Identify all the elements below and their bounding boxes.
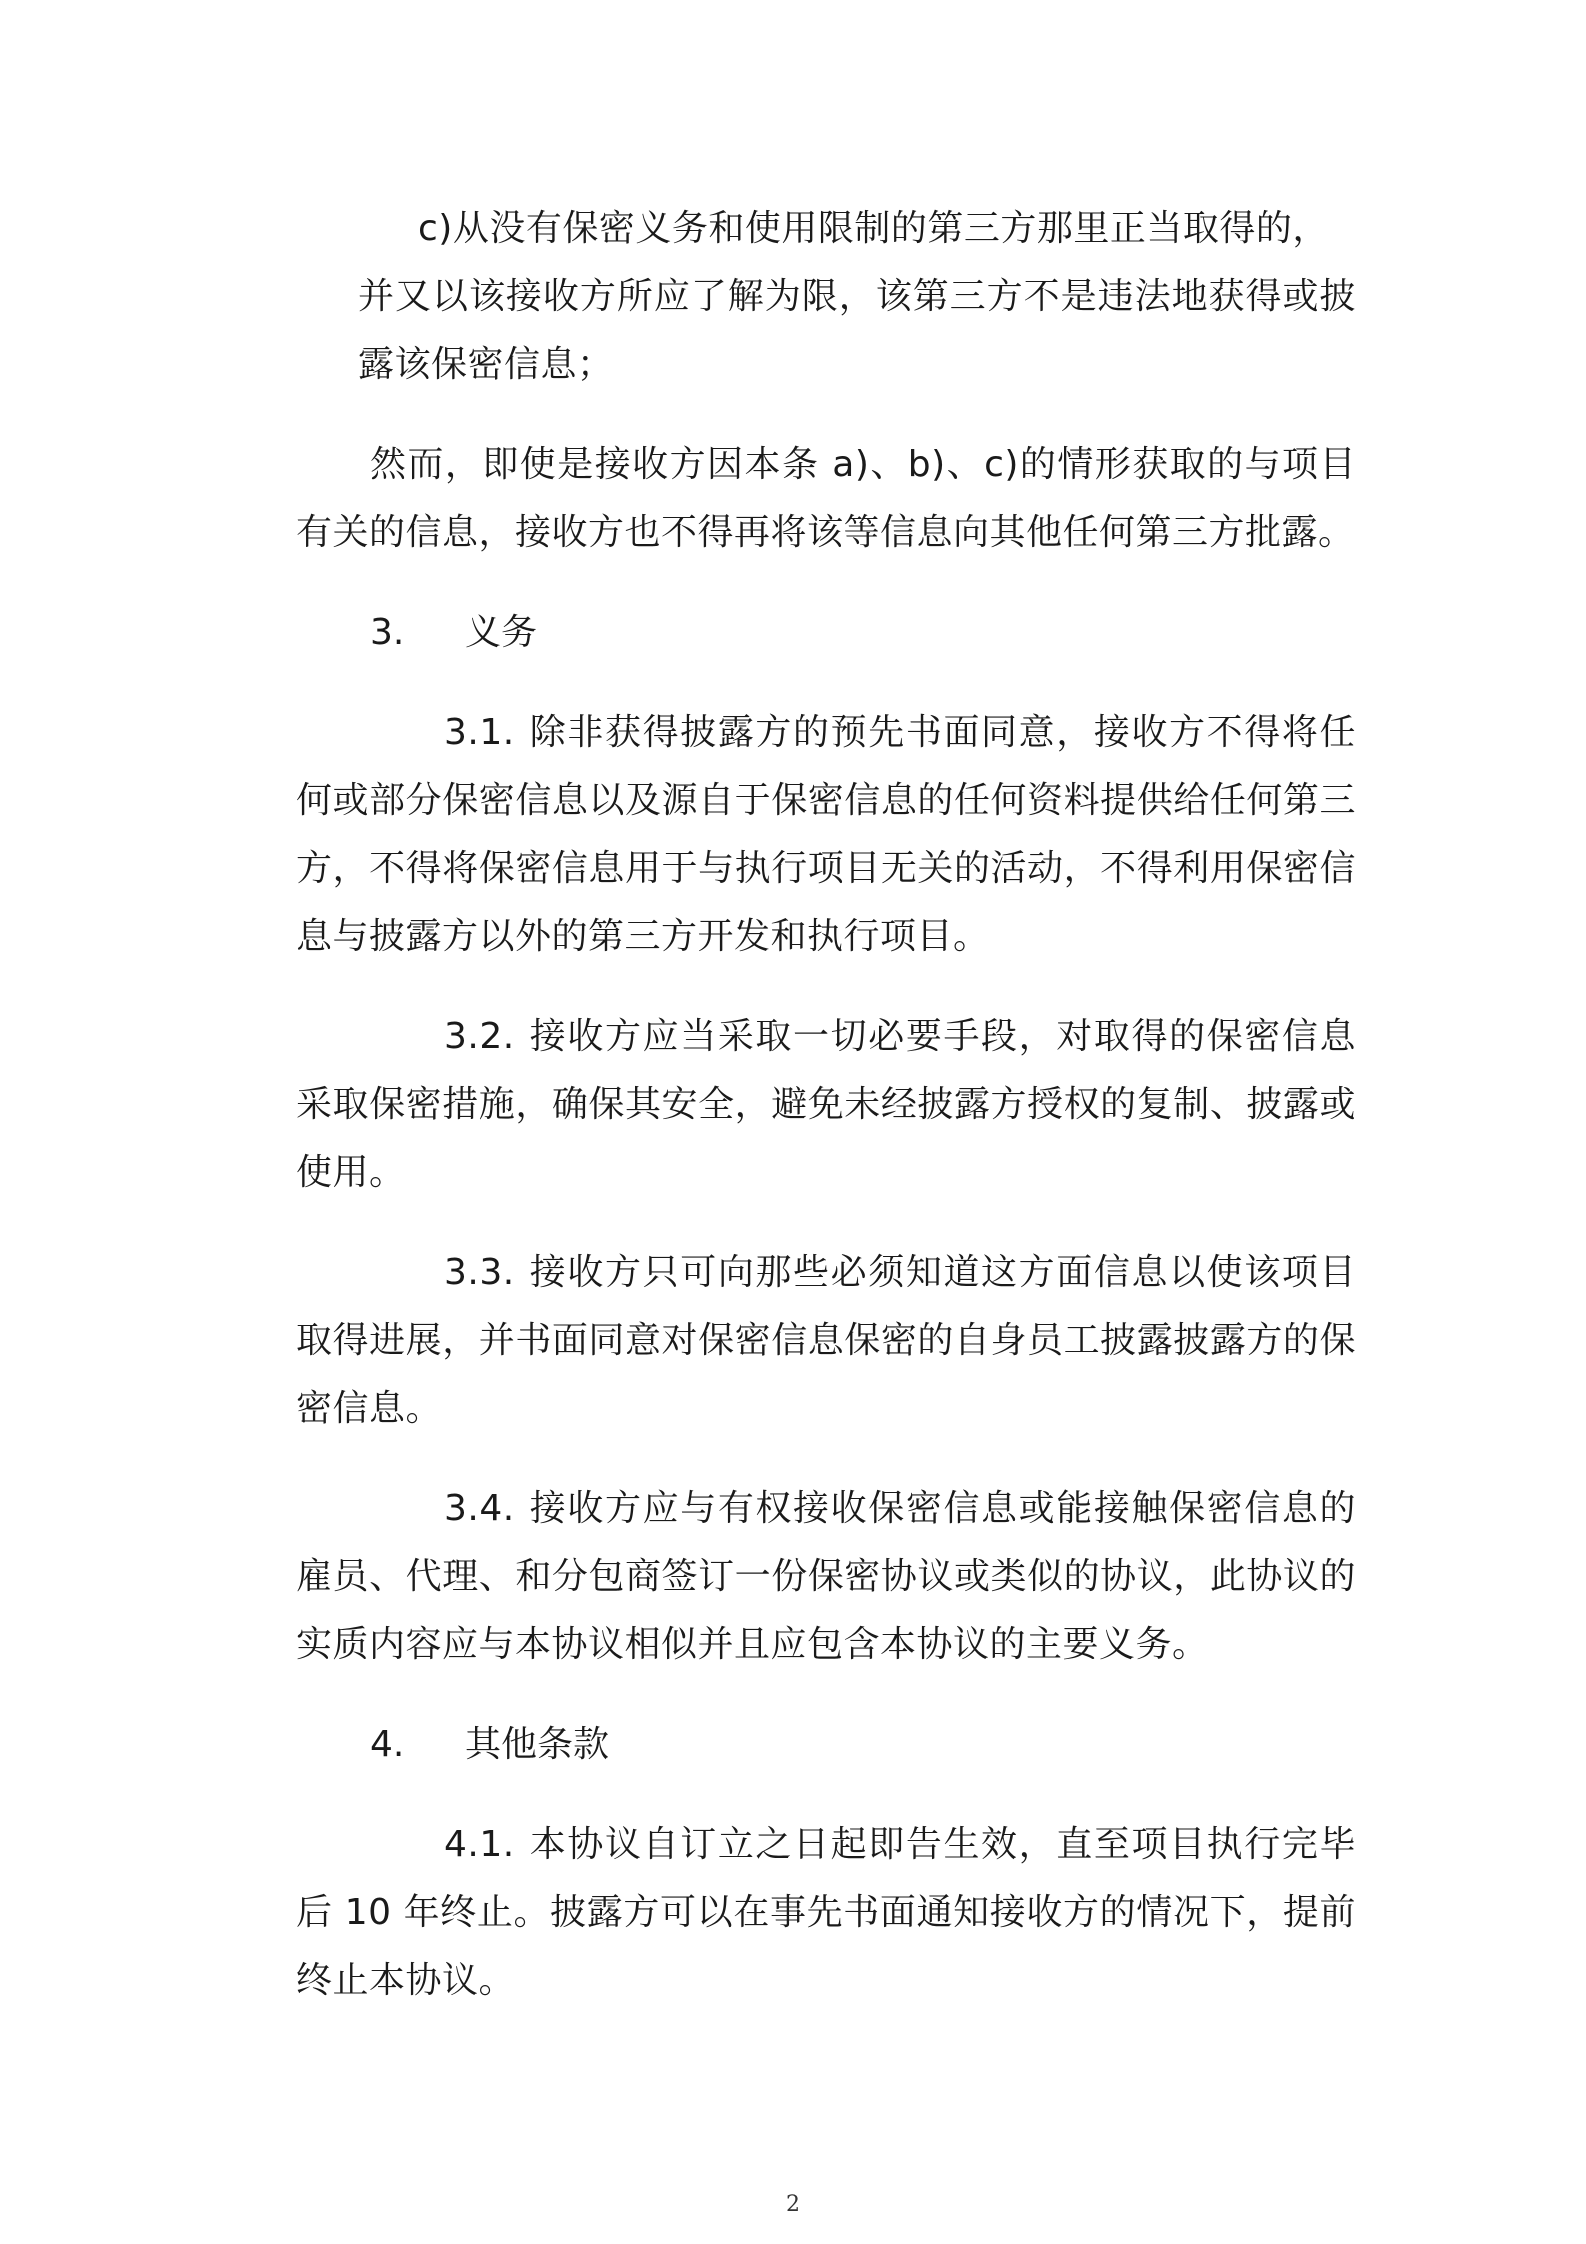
clause-c-first-line: c)从没有保密义务和使用限制的第三方那里正当取得的， — [418, 208, 1329, 249]
clause-4-1 — [296, 1811, 1356, 2015]
clause-3-3-text: 接收方只可向那些必须知道这方面信息以使该项目取得进展，并书面同意对保密信息保密的自身员工披露披露方的保密信息。 — [296, 1252, 1356, 1429]
clause-3-2-number: 3.2. — [444, 1016, 515, 1057]
clause-3-2-text: 接收方应当采取一切必要手段，对取得的保密信息采取保密措施，确保其安全，避免未经披露方授权的复制、披露或使用。 — [296, 1016, 1356, 1193]
clause-3-1-number: 3.1. — [444, 712, 515, 753]
clause-3-3 — [296, 1239, 1356, 1443]
section-4-number: 4. — [370, 1724, 405, 1765]
clause-3-4-text: 接收方应与有权接收保密信息或能接触保密信息的雇员、代理、和分包商签订一份保密协议或类似的协议，此协议的实质内容应与本协议相似并且应包含本协议的主要义务。 — [296, 1488, 1356, 1665]
clause-3-2 — [296, 1003, 1356, 1207]
section-4-title: 其他条款 — [465, 1724, 610, 1765]
section-3-number: 3. — [370, 612, 405, 653]
clause-3-1 — [296, 699, 1356, 971]
clause-c — [296, 195, 1356, 399]
clause-c-continuation: 并又以该接收方所应了解为限，该第三方不是违法地获得或披露该保密信息； — [358, 276, 1356, 385]
section-4-heading — [296, 1711, 1356, 1779]
clause-4-1-text: 本协议自订立之日起即告生效，直至项目执行完毕后 10 年终止。披露方可以在事先书面通知接收方的情况下，提前终止本协议。 — [296, 1824, 1356, 2001]
page-number: 2 — [786, 2192, 800, 2217]
clause-3-4 — [296, 1475, 1356, 1679]
however-paragraph: 然而，即使是接收方因本条 a)、b)、c)的情形获取的与项目有关的信息，接收方也不得再将该等信息向其他任何第三方批露。 — [296, 444, 1356, 553]
document-body — [296, 195, 1356, 2015]
section-3-title: 义务 — [465, 612, 538, 653]
clause-3-3-number: 3.3. — [444, 1252, 515, 1293]
clause-3-4-number: 3.4. — [444, 1488, 515, 1529]
section-3-heading — [296, 599, 1356, 667]
clause-3-1-text: 除非获得披露方的预先书面同意，接收方不得将任何或部分保密信息以及源自于保密信息的任何资料提供给任何第三方，不得将保密信息用于与执行项目无关的活动，不得利用保密信息与披露方以外的第三方开发和执行项目。 — [296, 712, 1356, 957]
clause-4-1-number: 4.1. — [444, 1824, 515, 1865]
